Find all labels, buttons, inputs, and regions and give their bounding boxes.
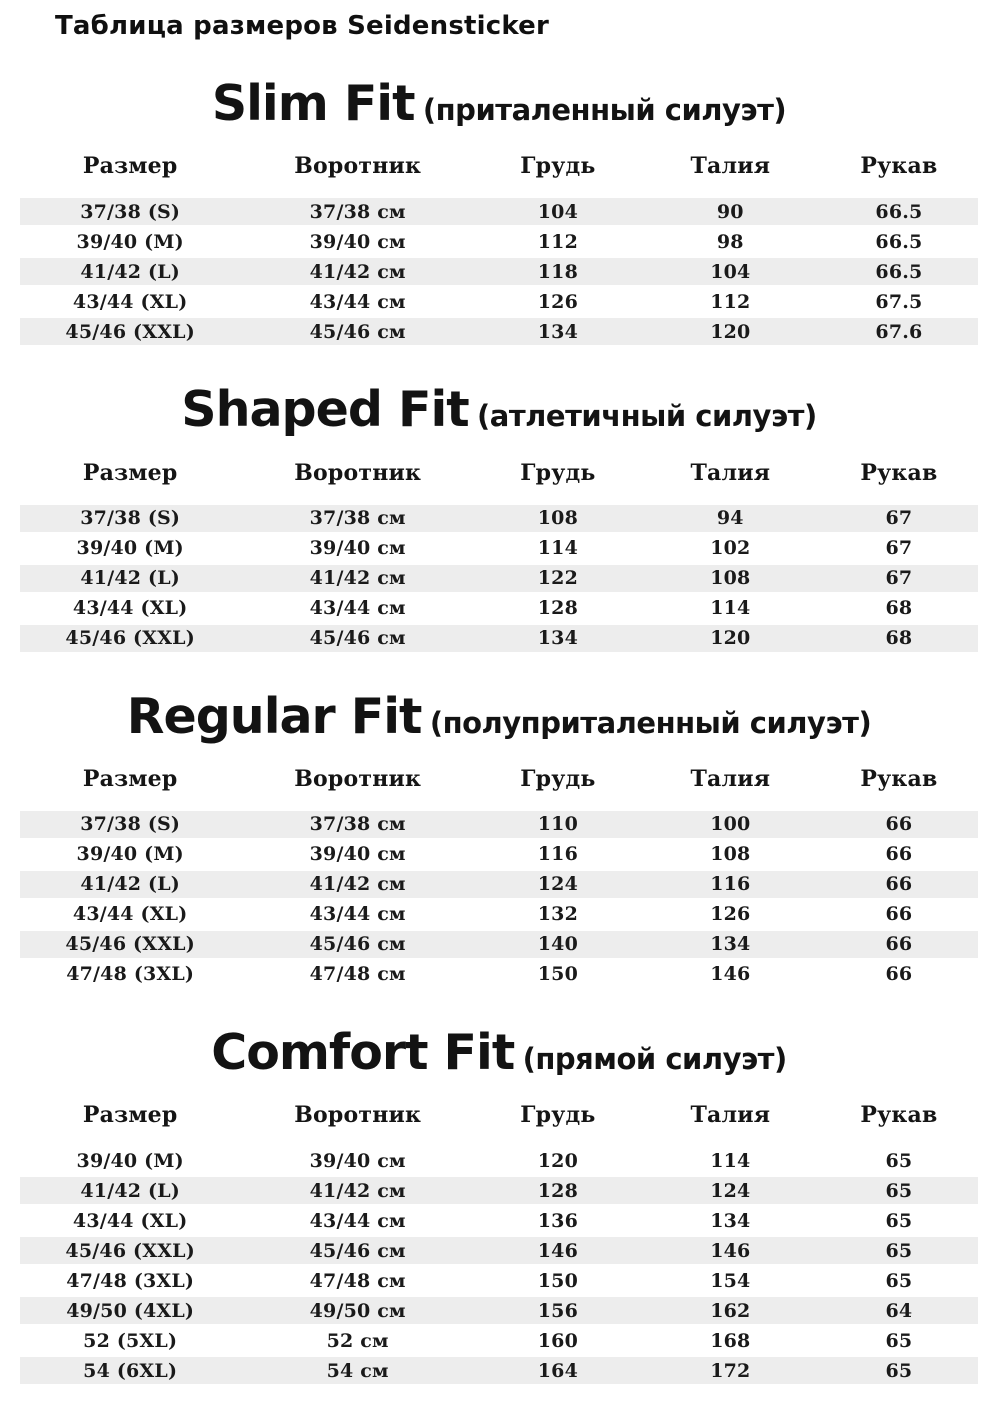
chest-cell: 126 (537, 290, 579, 313)
table-body (20, 505, 978, 652)
size-cell: 37/38 (S) (20, 811, 240, 838)
column-header-3: Грудь (520, 765, 596, 792)
waist-cell: 120 (641, 625, 820, 652)
waist-cell: 100 (641, 811, 820, 838)
collar-cell: 37/38 см (240, 198, 475, 225)
size-cell: 37/38 (S) (20, 198, 240, 225)
waist-cell: 168 (710, 1329, 751, 1352)
size-cell: 45/46 (XXL) (20, 318, 240, 345)
waist-cell: 112 (710, 290, 751, 313)
size-table-slim-fit (20, 150, 978, 348)
size-cell: 52 (5XL) (83, 1329, 178, 1352)
waist-cell: 104 (641, 258, 820, 285)
chest-cell: 112 (537, 230, 579, 253)
sleeve-cell: 65 (820, 1237, 978, 1264)
section-regular-fit (0, 689, 998, 991)
table-header-row (20, 1102, 978, 1144)
collar-cell: 39/40 см (309, 230, 406, 253)
size-cell: 41/42 (L) (20, 871, 240, 898)
collar-cell: 52 см (326, 1329, 389, 1352)
table-row (20, 961, 978, 988)
sleeve-cell: 65 (885, 1209, 913, 1232)
size-cell: 43/44 (XL) (72, 597, 188, 620)
waist-cell: 154 (710, 1269, 751, 1292)
section-title-slim-fit (0, 76, 998, 132)
table-header-row (20, 460, 978, 502)
page-title: Таблица размеров Seidensticker (55, 11, 549, 41)
size-cell: 45/46 (XXL) (20, 625, 240, 652)
column-header-1: Размер (82, 765, 178, 792)
table-row (20, 1237, 978, 1264)
column-header-2: Воротник (294, 153, 422, 180)
chest-cell: 136 (537, 1209, 579, 1232)
size-cell: 45/46 (XXL) (20, 931, 240, 958)
collar-cell: 47/48 см (309, 1269, 406, 1292)
size-cell: 37/38 (S) (20, 505, 240, 532)
collar-cell: 43/44 см (309, 597, 406, 620)
size-table-regular-fit (20, 763, 978, 991)
table-row (20, 1297, 978, 1324)
sleeve-cell: 66 (885, 963, 913, 986)
collar-cell: 43/44 см (309, 290, 406, 313)
waist-cell: 146 (641, 1237, 820, 1264)
table-row (20, 535, 978, 562)
collar-cell: 47/48 см (309, 963, 406, 986)
column-header-4: Талия (690, 1102, 771, 1129)
sleeve-cell: 65 (885, 1329, 913, 1352)
section-subtitle-text: (приталенный силуэт) (422, 92, 787, 127)
chest-cell: 118 (475, 258, 641, 285)
collar-cell: 41/42 см (240, 258, 475, 285)
size-cell: 39/40 (M) (76, 230, 184, 253)
chest-cell: 134 (475, 318, 641, 345)
size-cell: 49/50 (4XL) (20, 1297, 240, 1324)
waist-cell: 116 (641, 871, 820, 898)
column-header-2: Воротник (294, 765, 422, 792)
table-row (20, 931, 978, 958)
column-header-3: Грудь (520, 153, 596, 180)
chest-cell: 116 (537, 843, 579, 866)
section-title-text: Comfort Fit (211, 1023, 515, 1081)
table-row (20, 811, 978, 838)
sleeve-cell: 67.6 (820, 318, 978, 345)
sleeve-cell: 66 (885, 843, 913, 866)
waist-cell: 98 (716, 230, 744, 253)
table-row (20, 901, 978, 928)
chest-cell: 150 (537, 963, 579, 986)
waist-cell: 134 (641, 931, 820, 958)
collar-cell: 45/46 см (240, 625, 475, 652)
column-header-5: Рукав (860, 459, 938, 486)
section-comfort-fit (0, 1025, 998, 1387)
column-header-1: Размер (82, 153, 178, 180)
size-table-comfort-fit (20, 1099, 978, 1387)
sleeve-cell: 68 (885, 597, 913, 620)
table-row (20, 258, 978, 285)
section-title-text: Slim Fit (211, 74, 415, 132)
waist-cell: 94 (641, 505, 820, 532)
chest-cell: 110 (475, 811, 641, 838)
column-header-5: Рукав (860, 765, 938, 792)
size-cell: 39/40 (M) (76, 1149, 184, 1172)
sleeve-cell: 66 (820, 931, 978, 958)
column-header-5: Рукав (860, 1102, 938, 1129)
sleeve-cell: 65 (885, 1269, 913, 1292)
chest-cell: 128 (475, 1177, 641, 1204)
column-header-4: Талия (690, 459, 771, 486)
column-header-3: Грудь (520, 1102, 596, 1129)
sleeve-cell: 66.5 (820, 258, 978, 285)
collar-cell: 41/42 см (240, 565, 475, 592)
sleeve-cell: 66.5 (875, 230, 923, 253)
size-cell: 54 (6XL) (20, 1357, 240, 1384)
collar-cell: 43/44 см (309, 1209, 406, 1232)
sleeve-cell: 66 (820, 811, 978, 838)
size-cell: 43/44 (XL) (72, 1209, 188, 1232)
collar-cell: 54 см (240, 1357, 475, 1384)
chest-cell: 128 (537, 597, 579, 620)
column-header-4: Талия (690, 153, 771, 180)
table-header (20, 766, 978, 808)
sleeve-cell: 67.5 (875, 290, 923, 313)
collar-cell: 45/46 см (240, 931, 475, 958)
chest-cell: 132 (537, 903, 579, 926)
section-subtitle-text: (прямой силуэт) (522, 1041, 787, 1076)
table-row (20, 198, 978, 225)
sleeve-cell: 65 (820, 1357, 978, 1384)
table-row (20, 565, 978, 592)
table-body (20, 811, 978, 988)
table-row (20, 1177, 978, 1204)
waist-cell: 114 (710, 597, 751, 620)
waist-cell: 114 (710, 1149, 751, 1172)
table-row (20, 1357, 978, 1384)
waist-cell: 126 (710, 903, 751, 926)
section-title-comfort-fit (0, 1025, 998, 1081)
size-cell: 39/40 (M) (76, 537, 184, 560)
waist-cell: 134 (710, 1209, 751, 1232)
column-header-2: Воротник (294, 459, 422, 486)
column-header-5: Рукав (860, 153, 938, 180)
sleeve-cell: 68 (820, 625, 978, 652)
chest-cell: 134 (475, 625, 641, 652)
size-cell: 47/48 (3XL) (66, 963, 195, 986)
collar-cell: 49/50 см (240, 1297, 475, 1324)
chest-cell: 164 (475, 1357, 641, 1384)
collar-cell: 39/40 см (309, 1149, 406, 1172)
table-body (20, 198, 978, 345)
table-row (20, 1327, 978, 1354)
sections-container (0, 76, 998, 1387)
waist-cell: 108 (641, 565, 820, 592)
section-subtitle-text: (полуприталенный силуэт) (429, 705, 872, 740)
table-row (20, 1147, 978, 1174)
table-row (20, 841, 978, 868)
size-cell: 41/42 (L) (20, 1177, 240, 1204)
waist-cell: 90 (641, 198, 820, 225)
collar-cell: 41/42 см (240, 871, 475, 898)
chest-cell: 122 (475, 565, 641, 592)
chest-cell: 160 (537, 1329, 579, 1352)
size-cell: 45/46 (XXL) (20, 1237, 240, 1264)
table-header (20, 1102, 978, 1144)
collar-cell: 37/38 см (240, 811, 475, 838)
collar-cell: 39/40 см (309, 843, 406, 866)
section-subtitle-text: (атлетичный силуэт) (477, 399, 817, 434)
sleeve-cell: 66.5 (820, 198, 978, 225)
sleeve-cell: 67 (820, 505, 978, 532)
table-row (20, 595, 978, 622)
chest-cell: 104 (475, 198, 641, 225)
chest-cell: 150 (537, 1269, 579, 1292)
sleeve-cell: 66 (820, 871, 978, 898)
chest-cell: 146 (475, 1237, 641, 1264)
waist-cell: 120 (641, 318, 820, 345)
table-body (20, 1147, 978, 1384)
collar-cell: 41/42 см (240, 1177, 475, 1204)
waist-cell: 108 (710, 843, 751, 866)
section-title-text: Shaped Fit (181, 381, 469, 439)
collar-cell: 37/38 см (240, 505, 475, 532)
size-cell: 43/44 (XL) (72, 290, 188, 313)
table-header-row (20, 153, 978, 195)
sleeve-cell: 64 (820, 1297, 978, 1324)
sleeve-cell: 67 (885, 537, 913, 560)
size-cell: 43/44 (XL) (72, 903, 188, 926)
waist-cell: 172 (641, 1357, 820, 1384)
waist-cell: 102 (710, 537, 751, 560)
table-row (20, 505, 978, 532)
waist-cell: 162 (641, 1297, 820, 1324)
chest-cell: 124 (475, 871, 641, 898)
column-header-4: Талия (690, 765, 771, 792)
sleeve-cell: 66 (885, 903, 913, 926)
table-row (20, 1207, 978, 1234)
table-row (20, 625, 978, 652)
size-cell: 39/40 (M) (76, 843, 184, 866)
collar-cell: 43/44 см (309, 903, 406, 926)
section-title-regular-fit (0, 689, 998, 745)
sleeve-cell: 65 (885, 1149, 913, 1172)
sleeve-cell: 65 (820, 1177, 978, 1204)
table-row (20, 871, 978, 898)
size-table-shaped-fit (20, 457, 978, 655)
size-cell: 41/42 (L) (20, 565, 240, 592)
column-header-3: Грудь (520, 459, 596, 486)
column-header-1: Размер (82, 1102, 178, 1129)
size-cell: 41/42 (L) (20, 258, 240, 285)
table-row (20, 318, 978, 345)
section-slim-fit (0, 76, 998, 348)
collar-cell: 39/40 см (309, 537, 406, 560)
column-header-2: Воротник (294, 1102, 422, 1129)
table-header-row (20, 766, 978, 808)
table-row (20, 228, 978, 255)
collar-cell: 45/46 см (240, 318, 475, 345)
chest-cell: 108 (475, 505, 641, 532)
waist-cell: 124 (641, 1177, 820, 1204)
chest-cell: 120 (537, 1149, 579, 1172)
section-shaped-fit (0, 382, 998, 654)
chest-cell: 114 (537, 537, 579, 560)
section-title-text: Regular Fit (126, 687, 422, 745)
size-cell: 47/48 (3XL) (66, 1269, 195, 1292)
chest-cell: 140 (475, 931, 641, 958)
table-row (20, 288, 978, 315)
collar-cell: 45/46 см (240, 1237, 475, 1264)
chest-cell: 156 (475, 1297, 641, 1324)
table-header (20, 460, 978, 502)
waist-cell: 146 (710, 963, 751, 986)
section-title-shaped-fit (0, 382, 998, 438)
column-header-1: Размер (82, 459, 178, 486)
table-row (20, 1267, 978, 1294)
sleeve-cell: 67 (820, 565, 978, 592)
table-header (20, 153, 978, 195)
